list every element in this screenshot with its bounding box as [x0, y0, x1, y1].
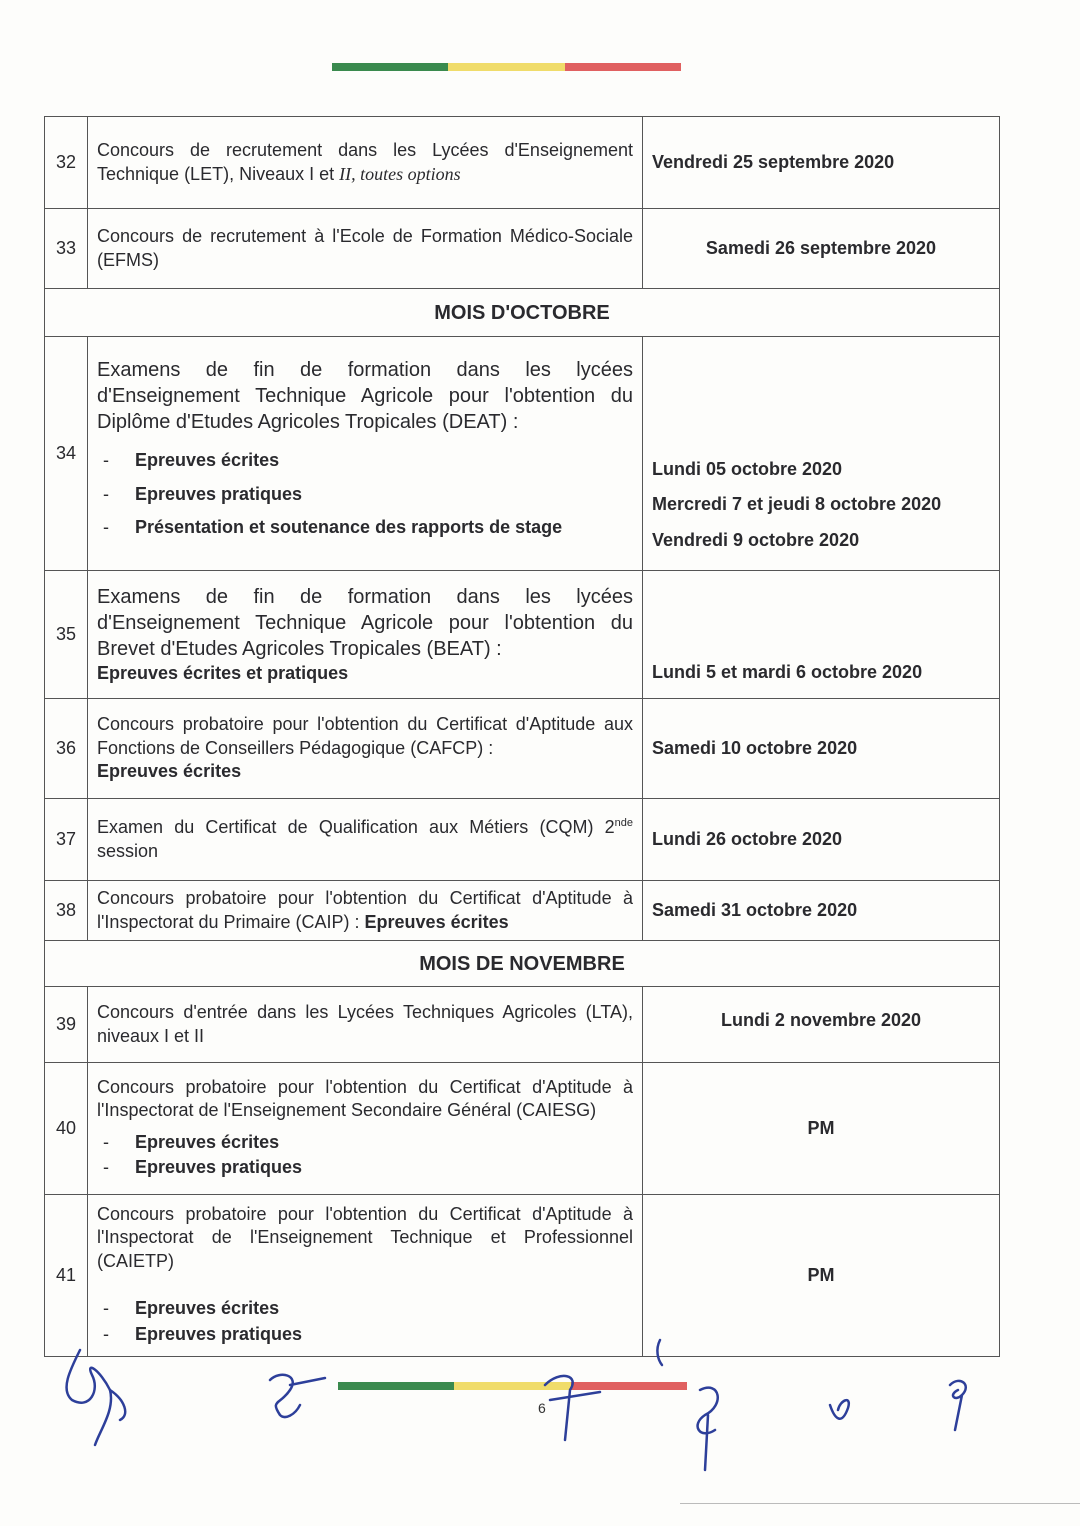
table-row	[45, 117, 1000, 209]
month-header-row	[45, 941, 1000, 987]
signature-mark	[950, 1381, 966, 1430]
date-item: Mercredi 7 et jeudi 8 octobre 2020	[652, 494, 942, 515]
row-number: 37	[45, 799, 88, 881]
month-header: MOIS DE NOVEMBRE	[45, 941, 1000, 987]
description-bold: Epreuves écrites	[364, 911, 509, 932]
row-description	[88, 571, 643, 699]
row-number: 40	[45, 1063, 88, 1195]
row-date	[643, 337, 1000, 571]
description-text: Concours probatoire pour l'obtention du Certificat d'Aptitude à l'Inspectorat de l'Enseignement Technique et Professionnel (CAIETP)	[97, 1204, 633, 1271]
superscript: nde	[614, 817, 633, 830]
row-date: Lundi 5 et mardi 6 octobre 2020	[643, 571, 1000, 699]
row-date: Samedi 31 octobre 2020	[643, 881, 1000, 941]
handwritten-signatures	[0, 1330, 1080, 1480]
row-number: 32	[45, 117, 88, 209]
description-text: Concours probatoire pour l'obtention du Certificat d'Aptitude à l'Inspectorat de l'Enseignement Secondaire Général (CAIESG)	[97, 1076, 633, 1121]
row-number: 39	[45, 987, 88, 1063]
page-number: 6	[538, 1400, 546, 1416]
row-date: PM	[643, 1195, 1000, 1357]
row-date: PM	[643, 1063, 1000, 1195]
row-description: Concours de recrutement à l'Ecole de Formation Médico-Sociale (EFMS)	[88, 209, 643, 289]
date-item: Vendredi 9 octobre 2020	[652, 529, 860, 550]
signature-mark	[657, 1340, 662, 1365]
row-date: Vendredi 25 septembre 2020	[643, 117, 1000, 209]
signature-mark	[698, 1388, 718, 1470]
table-row	[45, 571, 1000, 699]
description-bold: Epreuves écrites	[97, 761, 242, 782]
description-text: Examen du Certificat de Qualification aux Métiers (CQM) 2	[97, 817, 615, 838]
list-item: - Epreuves écrites	[135, 1297, 633, 1320]
exam-schedule-table	[44, 116, 1000, 1357]
scan-edge-line	[680, 1503, 1080, 1504]
signature-mark	[830, 1400, 849, 1419]
row-description	[88, 1063, 643, 1195]
description-text: Examens de fin de formation dans les lycées d'Enseignement Technique Agricole pour l'obtention du Brevet d'Etudes Agricoles Tropicales (BEAT) :	[97, 585, 633, 660]
item-list	[97, 1131, 633, 1180]
row-date: Lundi 26 octobre 2020	[643, 799, 1000, 881]
list-item: - Epreuves pratiques	[135, 1323, 633, 1346]
description-italic: II, toutes options	[339, 163, 461, 184]
row-date: Samedi 26 septembre 2020	[643, 209, 1000, 289]
item-list	[97, 449, 633, 539]
row-description	[88, 699, 643, 799]
table-row	[45, 699, 1000, 799]
description-text: Concours de recrutement dans les Lycées d'Enseignement Technique (LET), Niveaux I et	[97, 140, 633, 184]
row-number: 36	[45, 699, 88, 799]
table-row	[45, 799, 1000, 881]
row-description: Concours d'entrée dans les Lycées Techniques Agricoles (LTA), niveaux I et II	[88, 987, 643, 1063]
row-number: 41	[45, 1195, 88, 1357]
signature-mark	[545, 1376, 600, 1440]
row-description	[88, 337, 643, 571]
list-item: - Présentation et soutenance des rapports de stage	[135, 516, 633, 539]
description-text: Concours probatoire pour l'obtention du Certificat d'Aptitude à l'Inspectorat du Primaire (CAIP) :	[97, 888, 633, 932]
row-number: 34	[45, 337, 88, 571]
month-header: MOIS D'OCTOBRE	[45, 289, 1000, 337]
table-row	[45, 881, 1000, 941]
signature-mark	[110, 1390, 125, 1420]
description-text: Examens de fin de formation dans les lycées d'Enseignement Technique Agricole pour l'obtention du Diplôme d'Etudes Agricoles Tropicales (DEAT) :	[97, 359, 633, 434]
row-date: Samedi 10 octobre 2020	[643, 699, 1000, 799]
row-number: 35	[45, 571, 88, 699]
description-text: Concours probatoire pour l'obtention du Certificat d'Aptitude aux Fonctions de Conseillers Pédagogique (CAFCP) :	[97, 714, 633, 758]
description-bold: Epreuves écrites et pratiques	[97, 662, 349, 683]
table-row	[45, 209, 1000, 289]
row-description	[88, 117, 643, 209]
month-header-row	[45, 289, 1000, 337]
table-row	[45, 1063, 1000, 1195]
row-description	[88, 799, 643, 881]
signature-mark	[67, 1350, 111, 1445]
row-number: 38	[45, 881, 88, 941]
list-item: - Epreuves écrites	[135, 1131, 633, 1154]
row-date: Lundi 2 novembre 2020	[643, 987, 1000, 1063]
signature-mark	[270, 1375, 325, 1417]
table-row	[45, 987, 1000, 1063]
list-item: - Epreuves pratiques	[135, 483, 633, 506]
list-item: - Epreuves pratiques	[135, 1156, 633, 1179]
table-row	[45, 337, 1000, 571]
row-description	[88, 881, 643, 941]
description-text: session	[97, 840, 159, 861]
row-number: 33	[45, 209, 88, 289]
list-item: - Epreuves écrites	[135, 449, 633, 472]
flag-stripe-top	[332, 63, 681, 71]
date-item: Lundi 05 octobre 2020	[652, 458, 843, 479]
